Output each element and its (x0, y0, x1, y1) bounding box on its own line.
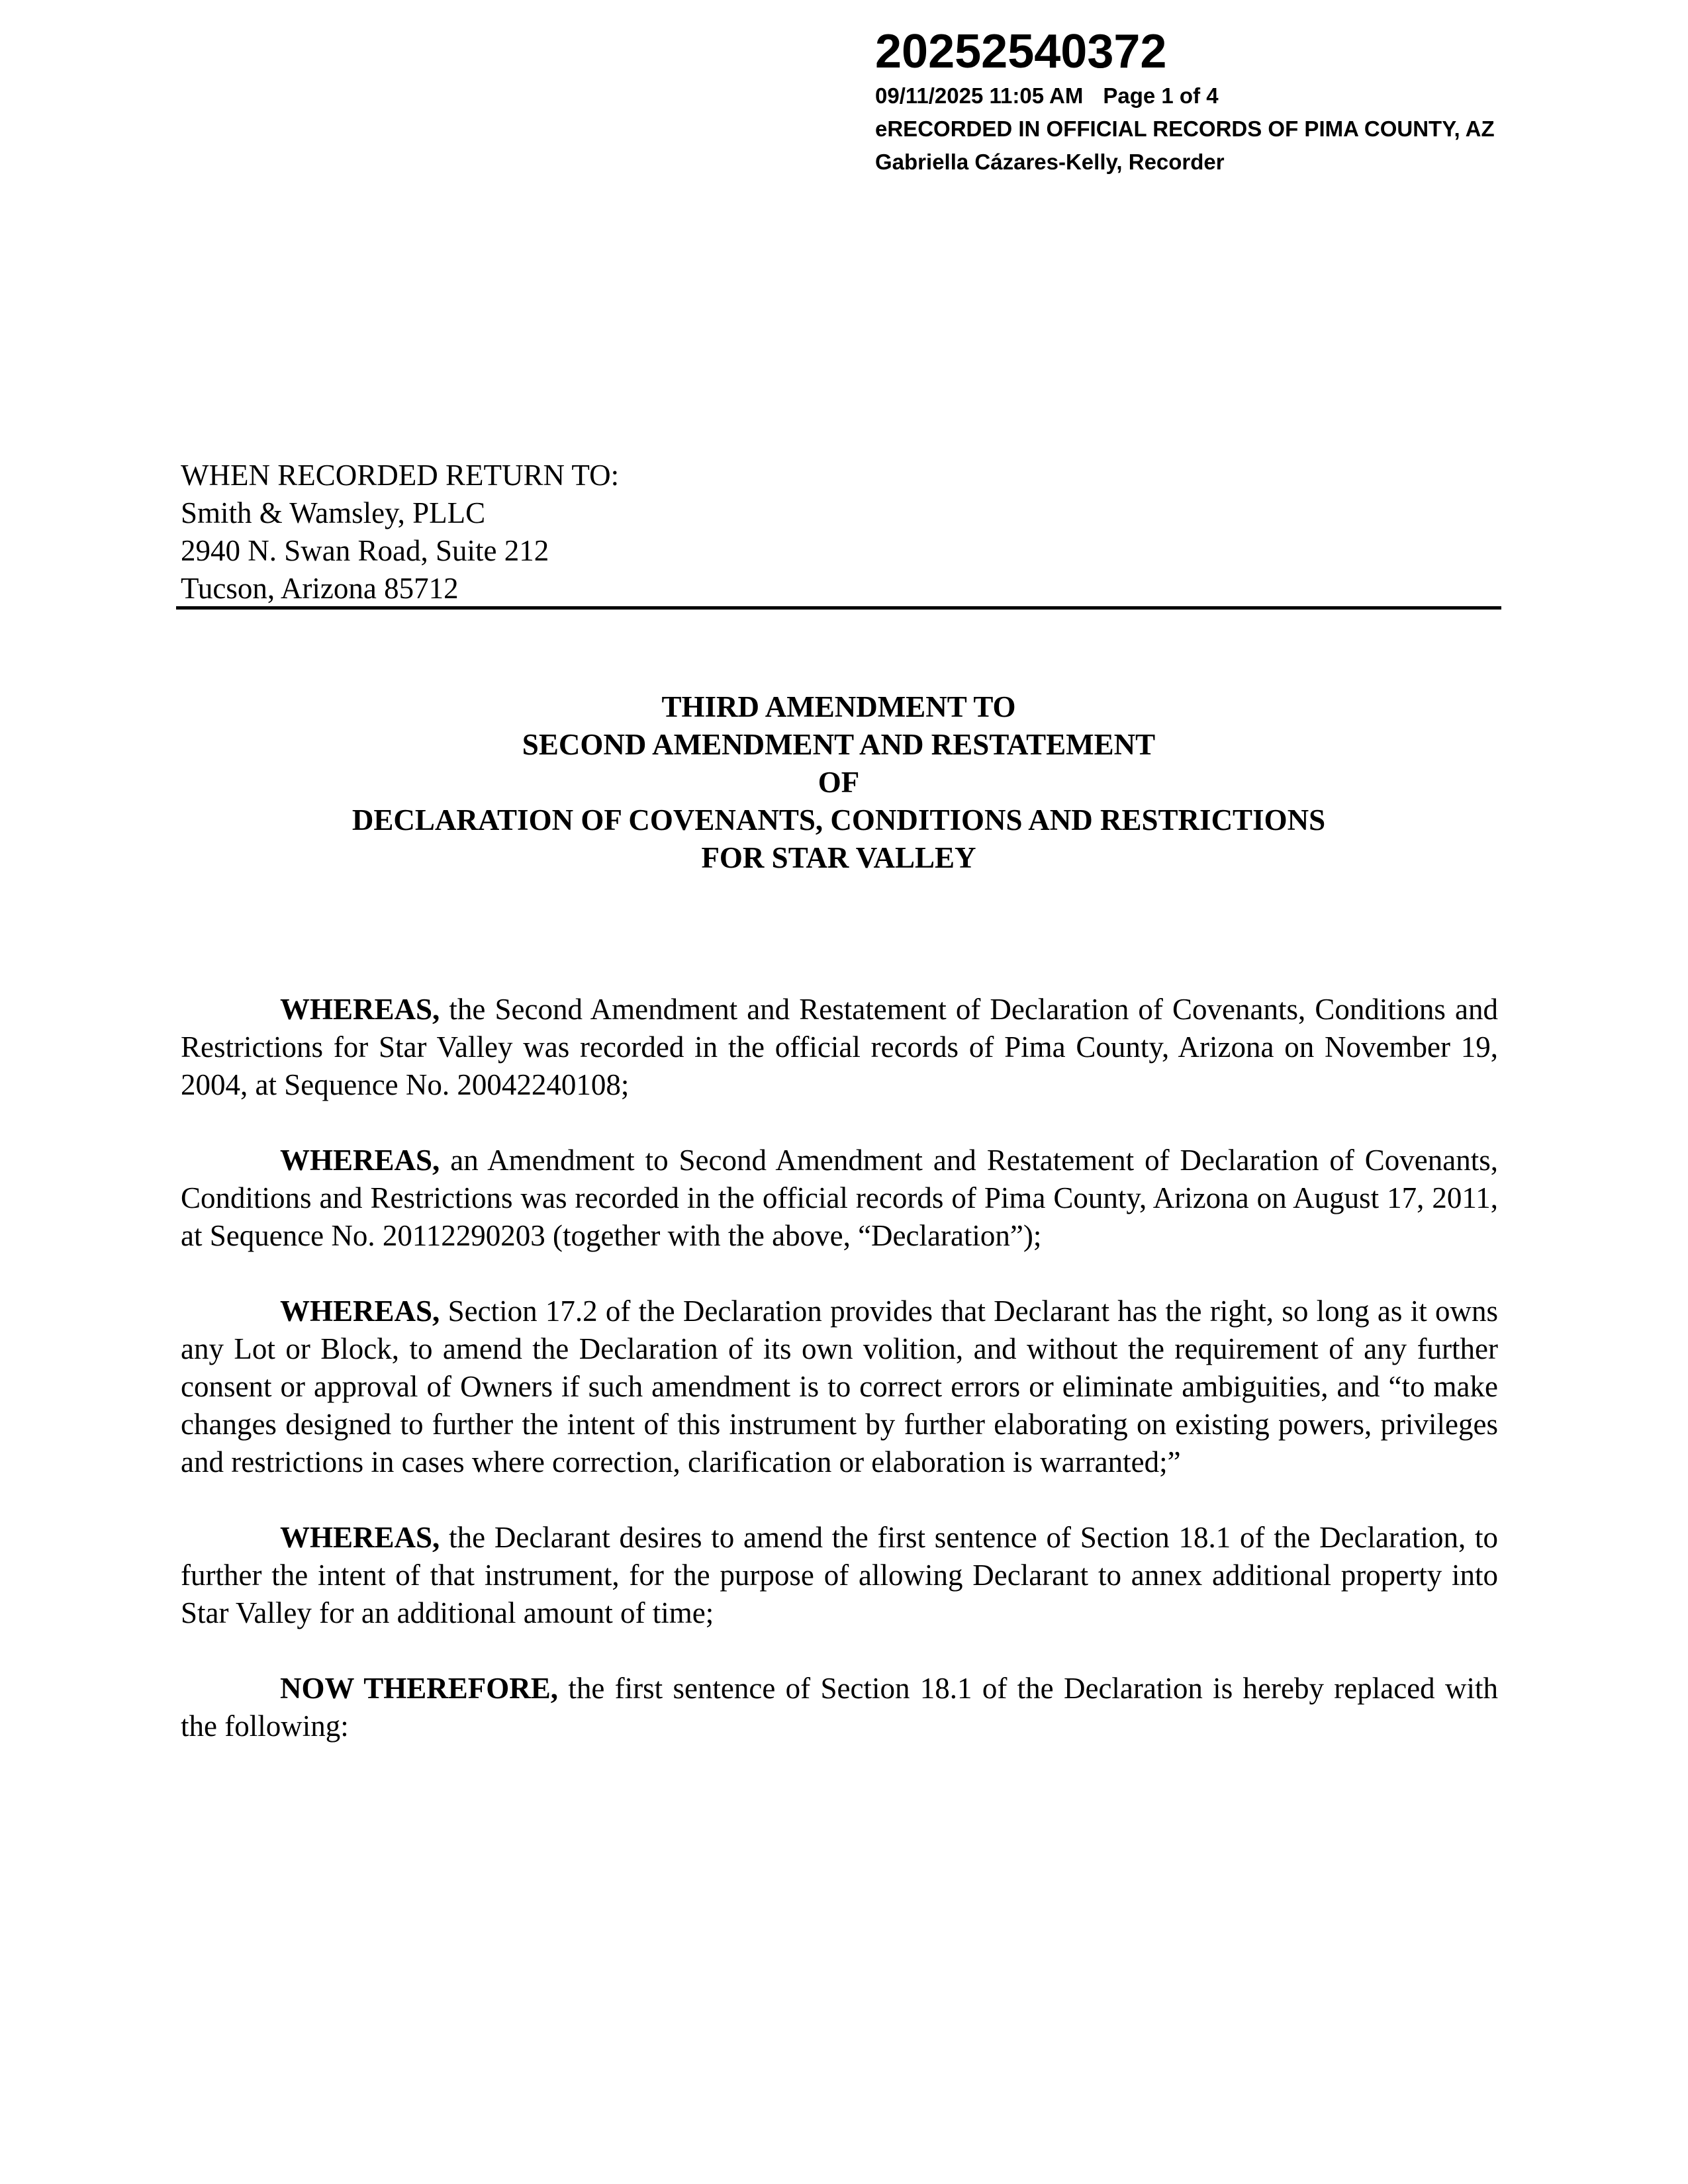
recital-paragraph-4 (181, 1519, 1498, 1632)
recorded-in-statement: eRECORDED IN OFFICIAL RECORDS OF PIMA COUNTY, AZ (875, 116, 1495, 141)
paragraph-text: the Second Amendment and Restatement of Declaration of Covenants, Conditions and Restrictions for Star Valley was recorded in the official records of Pima County, Arizona on November 19, 2004, at Sequence No. 20042240108; (181, 993, 1498, 1101)
paragraph-lead: WHEREAS, (280, 1521, 440, 1554)
recording-date-page-line (875, 79, 1495, 113)
paragraph-text: the Declarant desires to amend the first sentence of Section 18.1 of the Declaration, to further the intent of that instrument, for the purpose of allowing Declarant to annex additional property into Star Valley for an additional amount of time; (181, 1521, 1498, 1629)
recording-sequence-number: 20252540372 (875, 25, 1167, 78)
title-line-5: FOR STAR VALLEY (701, 841, 976, 874)
recording-stamp (875, 24, 1495, 179)
document-body (181, 991, 1498, 1783)
title-line-2: SECOND AMENDMENT AND RESTATEMENT (522, 728, 1156, 761)
return-firm-name: Smith & Wamsley, PLLC (181, 496, 486, 529)
recital-paragraph-1 (181, 991, 1498, 1104)
title-line-1: THIRD AMENDMENT TO (661, 690, 1016, 723)
paragraph-text: the first sentence of Section 18.1 of the Declaration is hereby replaced with the following: (181, 1672, 1498, 1743)
recording-datetime: 09/11/2025 11:05 AM (875, 83, 1084, 108)
paragraph-lead: WHEREAS, (280, 1144, 440, 1177)
recital-paragraph-3 (181, 1293, 1498, 1481)
resolution-paragraph (181, 1670, 1498, 1745)
return-street: 2940 N. Swan Road, Suite 212 (181, 534, 549, 567)
title-line-3: OF (818, 766, 860, 799)
paragraph-lead: WHEREAS, (280, 993, 440, 1026)
title-line-4: DECLARATION OF COVENANTS, CONDITIONS AND RESTRICTIONS (352, 803, 1326, 837)
paragraph-lead: NOW THEREFORE, (280, 1672, 558, 1705)
paragraph-lead: WHEREAS, (280, 1295, 440, 1328)
recital-paragraph-2 (181, 1142, 1498, 1255)
document-title (176, 688, 1501, 877)
recording-page-info: Page 1 of 4 (1103, 83, 1219, 108)
return-address-block (181, 457, 619, 608)
horizontal-divider (176, 606, 1501, 610)
paragraph-text: Section 17.2 of the Declaration provides that Declarant has the right, so long as it owns any Lot or Block, to amend the Declaration of its own volition, and without the requirement of any further consent or approval of Owners if such amendment is to correct errors or eliminate ambiguities, and “to make changes designed to further the intent of this instrument by further elaborating on existing powers, privileges and restrictions in cases where correction, clarification or elaboration is warranted;” (181, 1295, 1498, 1479)
paragraph-text: an Amendment to Second Amendment and Restatement of Declaration of Covenants, Conditions and Restrictions was recorded in the official records of Pima County, Arizona on August 17, 2011, at Sequence No. 20112290203 (together with the above, “Declaration”); (181, 1144, 1498, 1252)
return-heading: WHEN RECORDED RETURN TO: (181, 459, 620, 492)
recorder-name: Gabriella Cázares-Kelly, Recorder (875, 150, 1225, 174)
return-city: Tucson, Arizona 85712 (181, 572, 459, 605)
